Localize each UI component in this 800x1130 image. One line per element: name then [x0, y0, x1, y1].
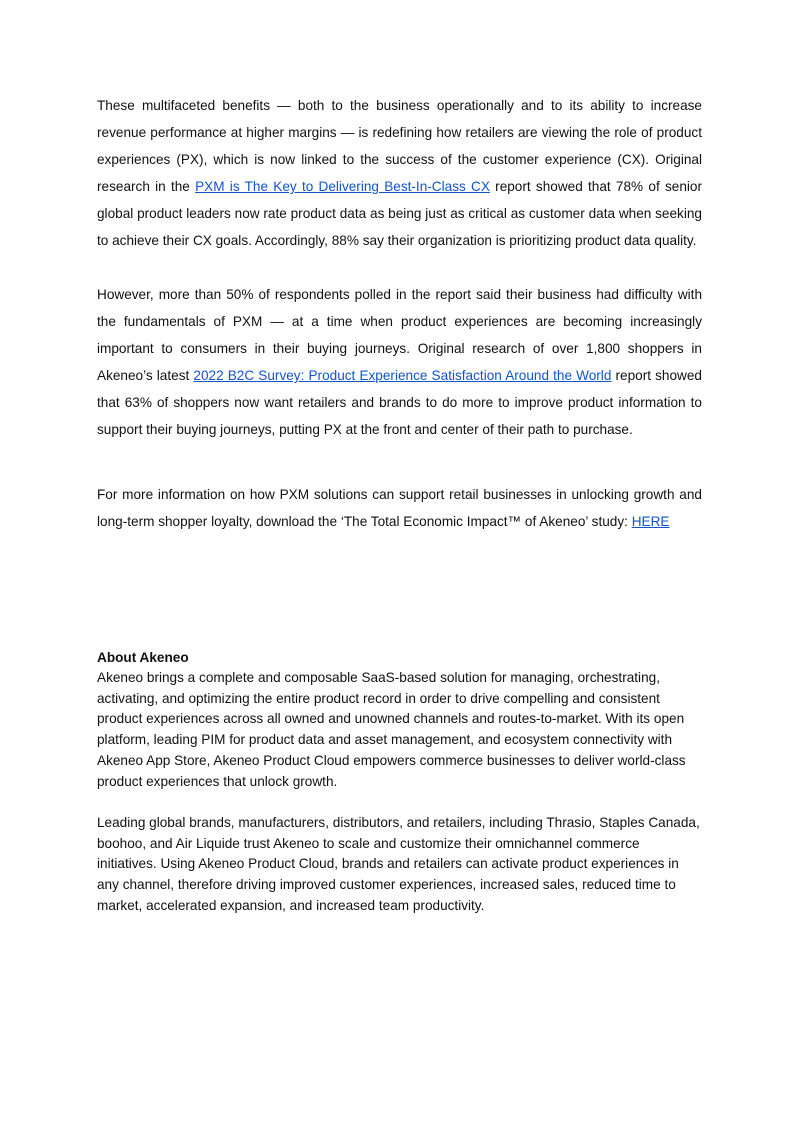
pxm-report-link[interactable]: PXM is The Key to Delivering Best-In-Class CX [195, 179, 490, 194]
paragraph-more-info-text: For more information on how PXM solutions can support retail businesses in unlocking growth and long-term shopper loyalty, download the ‘The Total Economic Impact™ of Akeneo’ study: [97, 487, 702, 529]
about-heading: About Akeneo [97, 650, 189, 665]
paragraph-more-info [97, 481, 702, 535]
paragraph-survey-text-start: However, more than 50% of respondents polled in the report said their business had difficulty with the fundamentals of PXM — at a time when product experiences are becoming increasingly important to consumers in their buying journeys. Original research of over 1,800 shoppers in Akeneo’s latest [97, 287, 702, 383]
paragraph-survey [97, 281, 702, 443]
paragraph-benefits-text-start: These multifaceted benefits — both to the business operationally and to its ability to increase revenue performance at higher margins — is redefining how retailers are viewing the role of product experiences (PX), which is now linked to the success of the customer experience (CX). Original research in the [97, 98, 702, 194]
about-paragraph-1: Akeneo brings a complete and composable SaaS-based solution for managing, orchestrating, activating, and optimizing the entire product record in order to drive compelling and consistent product experiences across all owned and unowned channels and routes-to-market. With its open platform, leading PIM for product data and asset management, and ecosystem connectivity with Akeneo App Store, Akeneo Product Cloud empowers commerce businesses to deliver world-class product experiences that unlock growth. [97, 670, 686, 789]
paragraph-benefits [97, 92, 702, 254]
about-paragraph-2: Leading global brands, manufacturers, distributors, and retailers, including Thrasio, Staples Canada, boohoo, and Air Liquide trust Akeneo to scale and customize their omnichannel commerce initiatives. Using Akeneo Product Cloud, brands and retailers can activate product experiences in any channel, therefore driving improved customer experiences, increased sales, reduced time to market, accelerated expansion, and increased team productivity. [97, 815, 700, 913]
paragraph-survey-text-end: report showed that 63% of shoppers now want retailers and brands to do more to improve product information to support their buying journeys, putting PX at the front and center of their path to purchase. [97, 368, 702, 437]
paragraph-benefits-text-end: report showed that 78% of senior global product leaders now rate product data as being just as critical as customer data when seeking to achieve their CX goals. Accordingly, 88% say their organization is prioritizing product data quality. [97, 179, 702, 248]
here-link[interactable]: HERE [631, 514, 670, 529]
b2c-survey-link[interactable]: 2022 B2C Survey: Product Experience Satisfaction Around the World [193, 368, 612, 383]
